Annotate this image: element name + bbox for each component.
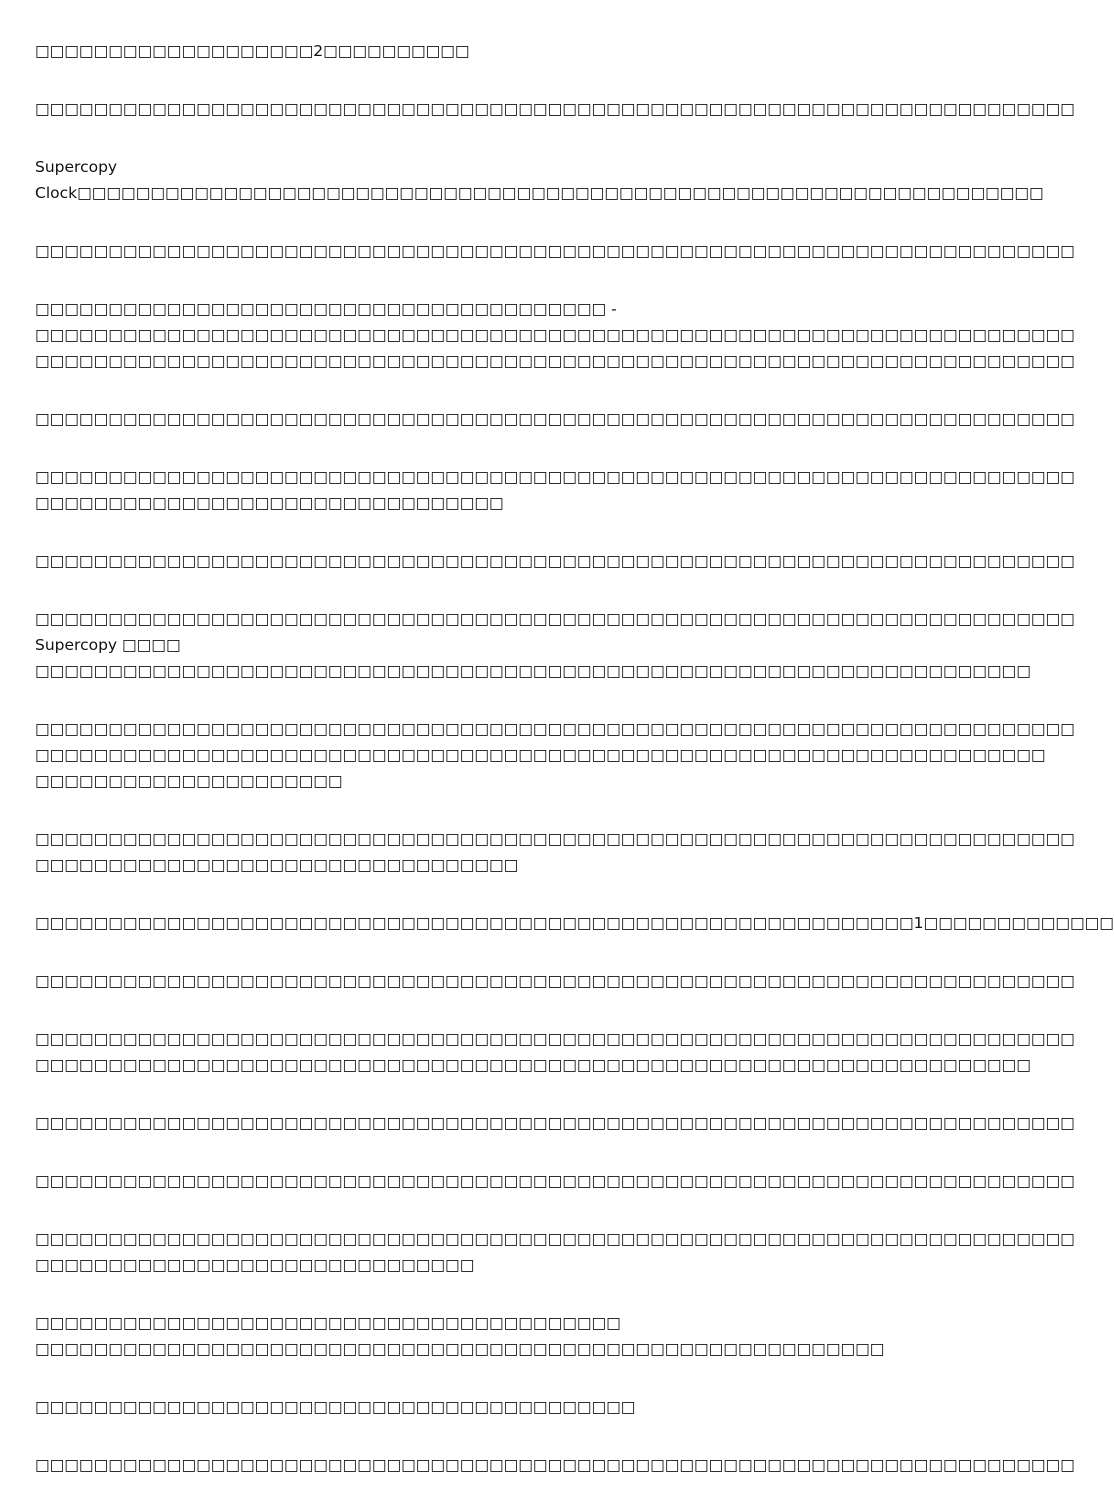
paragraph-1: □□□□□□□□□□□□□□□□□□□2□□□□□□□□□□ bbox=[35, 42, 470, 60]
paragraph-4: □□□□□□□□□□□□□□□□□□□□□□□□□□□□□□□□□□□□□□□□□□□□□□□□□□□□□□□□□□□□□□□□□□□□□□□ bbox=[35, 242, 1075, 260]
paragraph-2: □□□□□□□□□□□□□□□□□□□□□□□□□□□□□□□□□□□□□□□□□□□□□□□□□□□□□□□□□□□□□□□□□□□□□□□ bbox=[35, 100, 1075, 118]
paragraph-14: □□□□□□□□□□□□□□□□□□□□□□□□□□□□□□□□□□□□□□□□□□□□□□□□□□□□□□□□□□□□□□□□□□□□□□□ □□□□□□□□□□□□□□□□□□□□□□□□□□□□□□□□□□□□□□□□□□□□□□□□□□□□□□□□□□□□□□□□□□□□ bbox=[35, 1030, 1075, 1074]
paragraph-19: □□□□□□□□□□□□□□□□□□□□□□□□□□□□□□□□□□□□□□□□□ bbox=[35, 1398, 636, 1416]
paragraph-20: □□□□□□□□□□□□□□□□□□□□□□□□□□□□□□□□□□□□□□□□□□□□□□□□□□□□□□□□□□□□□□□□□□□□□□□ bbox=[35, 1456, 1075, 1474]
paragraph-7: □□□□□□□□□□□□□□□□□□□□□□□□□□□□□□□□□□□□□□□□□□□□□□□□□□□□□□□□□□□□□□□□□□□□□□□ □□□□□□□□□□□□□□□□□□□□□□□□□□□□□□□□ bbox=[35, 468, 1075, 512]
paragraph-9: □□□□□□□□□□□□□□□□□□□□□□□□□□□□□□□□□□□□□□□□□□□□□□□□□□□□□□□□□□□□□□□□□□□□□□□ Supercopy □□□□ □□□□□□□□□□□□□□□□□□□□□□□□□□□□□□□□□□□□□□□□□□□□□□□□□□□□□□□□□□□□□□□□□□□□ bbox=[35, 610, 1075, 680]
paragraph-6: □□□□□□□□□□□□□□□□□□□□□□□□□□□□□□□□□□□□□□□□□□□□□□□□□□□□□□□□□□□□□□□□□□□□□□□ bbox=[35, 410, 1075, 428]
paragraph-16: □□□□□□□□□□□□□□□□□□□□□□□□□□□□□□□□□□□□□□□□□□□□□□□□□□□□□□□□□□□□□□□□□□□□□□□ bbox=[35, 1172, 1075, 1190]
paragraph-5: □□□□□□□□□□□□□□□□□□□□□□□□□□□□□□□□□□□□□□□ - □□□□□□□□□□□□□□□□□□□□□□□□□□□□□□□□□□□□□□□□□□□□□□□□□□□□□□□□□□□□□□□□□□□□□□□ □□□□□□□□□□□□□□□□□□□□□□□□□□□□□□□□□□□□□□□□□□□□□□□□□□□□□□□□□□□□□□□□□□□□□□□ bbox=[35, 300, 1075, 370]
paragraph-11: □□□□□□□□□□□□□□□□□□□□□□□□□□□□□□□□□□□□□□□□□□□□□□□□□□□□□□□□□□□□□□□□□□□□□□□ □□□□□□□□□□□□□□□□□□□□□□□□□□□□□□□□□ bbox=[35, 830, 1075, 874]
paragraph-13: □□□□□□□□□□□□□□□□□□□□□□□□□□□□□□□□□□□□□□□□□□□□□□□□□□□□□□□□□□□□□□□□□□□□□□□ bbox=[35, 972, 1075, 990]
paragraph-18: □□□□□□□□□□□□□□□□□□□□□□□□□□□□□□□□□□□□□□□□ □□□□□□□□□□□□□□□□□□□□□□□□□□□□□□□□□□□□□□□□□□□□□□□□□□□□□□□□□□ bbox=[35, 1314, 885, 1358]
paragraph-10: □□□□□□□□□□□□□□□□□□□□□□□□□□□□□□□□□□□□□□□□□□□□□□□□□□□□□□□□□□□□□□□□□□□□□□□ □□□□□□□□□□□□□□□□□□□□□□□□□□□□□□□□□□□□□□□□□□□□□□□□□□□□□□□□□□□□□□□□□□□□□ □□□□□□□□□□□□□□□□□□□□□ bbox=[35, 720, 1075, 790]
document-body bbox=[35, 38, 1114, 1510]
paragraph-17: □□□□□□□□□□□□□□□□□□□□□□□□□□□□□□□□□□□□□□□□□□□□□□□□□□□□□□□□□□□□□□□□□□□□□□□ □□□□□□□□□□□□□□□□□□□□□□□□□□□□□□ bbox=[35, 1230, 1075, 1274]
paragraph-8: □□□□□□□□□□□□□□□□□□□□□□□□□□□□□□□□□□□□□□□□□□□□□□□□□□□□□□□□□□□□□□□□□□□□□□□ bbox=[35, 552, 1075, 570]
paragraph-12: □□□□□□□□□□□□□□□□□□□□□□□□□□□□□□□□□□□□□□□□□□□□□□□□□□□□□□□□□□□□1□□□□□□□□□□□□□ bbox=[35, 914, 1114, 932]
paragraph-3: Supercopy Clock□□□□□□□□□□□□□□□□□□□□□□□□□□□□□□□□□□□□□□□□□□□□□□□□□□□□□□□□□□□□□□□□□□ bbox=[35, 158, 1044, 202]
paragraph-15: □□□□□□□□□□□□□□□□□□□□□□□□□□□□□□□□□□□□□□□□□□□□□□□□□□□□□□□□□□□□□□□□□□□□□□□ bbox=[35, 1114, 1075, 1132]
